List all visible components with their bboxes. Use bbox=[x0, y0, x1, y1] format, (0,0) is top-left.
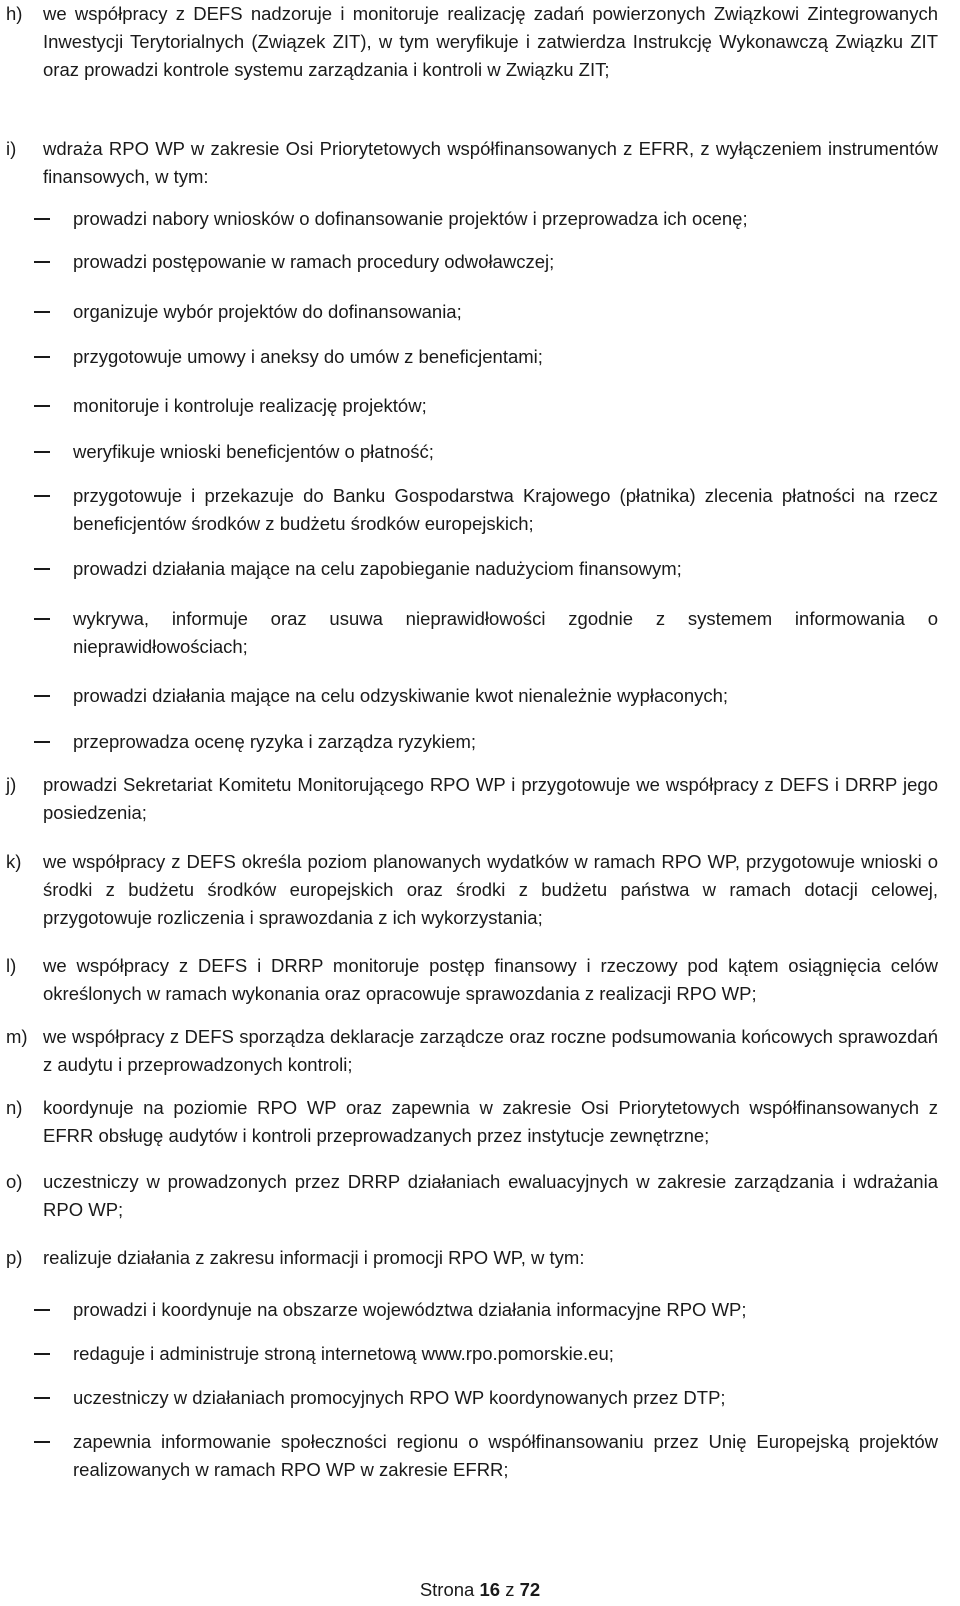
list-item-marker: l) bbox=[6, 955, 17, 976]
sub-list-item-text: weryfikuje wnioski beneficjentów o płatność; bbox=[73, 441, 434, 462]
list-item-marker: p) bbox=[6, 1247, 23, 1268]
list-item-marker: i) bbox=[6, 138, 17, 159]
sub-list-item-text: przygotowuje i przekazuje do Banku Gospodarstwa Krajowego (płatnika) zlecenia płatności na rzecz beneficjentów środków z budżetu środków europejskich; bbox=[73, 485, 938, 534]
dash-bullet-icon bbox=[34, 356, 50, 358]
dash-bullet-icon bbox=[34, 451, 50, 453]
dash-bullet-icon bbox=[34, 1397, 50, 1399]
dash-bullet-icon bbox=[34, 218, 50, 220]
sub-list-item-text: uczestniczy w działaniach promocyjnych RPO WP koordynowanych przez DTP; bbox=[73, 1387, 726, 1408]
list-item-marker: o) bbox=[6, 1171, 23, 1192]
sub-list-item-text: prowadzi postępowanie w ramach procedury odwoławczej; bbox=[73, 251, 555, 272]
dash-bullet-icon bbox=[34, 405, 50, 407]
sub-list-item-text: prowadzi i koordynuje na obszarze województwa działania informacyjne RPO WP; bbox=[73, 1299, 747, 1320]
dash-bullet-icon bbox=[34, 495, 50, 497]
dash-bullet-icon bbox=[34, 568, 50, 570]
list-item-text: we współpracy z DEFS określa poziom planowanych wydatków w ramach RPO WP, przygotowuje wnioski o środki z budżetu środków europejskich oraz środki z budżetu państwa w ramach dotacji celowej, przygotowuje rozliczenia i sprawozdania z ich wykorzystania; bbox=[43, 851, 938, 928]
list-item-text: we współpracy z DEFS i DRRP monitoruje postęp finansowy i rzeczowy pod kątem osiągnięcia celów określonych w ramach wykonania oraz opracowuje sprawozdania z realizacji RPO WP; bbox=[43, 955, 938, 1004]
sub-list-item-text: monitoruje i kontroluje realizację projektów; bbox=[73, 395, 427, 416]
list-item-text: wdraża RPO WP w zakresie Osi Priorytetowych współfinansowanych z EFRR, z wyłączeniem instrumentów finansowych, w tym: bbox=[43, 138, 938, 187]
dash-bullet-icon bbox=[34, 1353, 50, 1355]
footer-separator: z bbox=[505, 1579, 515, 1600]
sub-list-item-text: przeprowadza ocenę ryzyka i zarządza ryzykiem; bbox=[73, 731, 477, 752]
sub-list-item-text: zapewnia informowanie społeczności regionu o współfinansowaniu przez Unię Europejską projektów realizowanych w ramach RPO WP w zakresie EFRR; bbox=[73, 1431, 938, 1480]
sub-list-item-text: prowadzi działania mające na celu odzyskiwanie kwot nienależnie wypłaconych; bbox=[73, 685, 729, 706]
list-item-text: uczestniczy w prowadzonych przez DRRP działaniach ewaluacyjnych w zakresie zarządzania i wdrażania RPO WP; bbox=[43, 1171, 938, 1220]
dash-bullet-icon bbox=[34, 311, 50, 313]
list-item-text: realizuje działania z zakresu informacji i promocji RPO WP, w tym: bbox=[43, 1247, 585, 1268]
sub-list-item-text: prowadzi nabory wniosków o dofinansowanie projektów i przeprowadza ich ocenę; bbox=[73, 208, 748, 229]
list-item-marker: k) bbox=[6, 851, 22, 872]
list-item-text: prowadzi Sekretariat Komitetu Monitorującego RPO WP i przygotowuje we współpracy z DEFS i DRRP jego posiedzenia; bbox=[43, 774, 938, 823]
list-item-marker: j) bbox=[6, 774, 17, 795]
dash-bullet-icon bbox=[34, 1441, 50, 1443]
list-item-marker: m) bbox=[6, 1026, 28, 1047]
dash-bullet-icon bbox=[34, 695, 50, 697]
dash-bullet-icon bbox=[34, 741, 50, 743]
list-item-text: koordynuje na poziomie RPO WP oraz zapewnia w zakresie Osi Priorytetowych współfinansowanych z EFRR obsługę audytów i kontroli przeprowadzanych przez instytucje zewnętrzne; bbox=[43, 1097, 938, 1146]
page-footer bbox=[0, 1576, 960, 1604]
list-item-text: we współpracy z DEFS sporządza deklaracje zarządcze oraz roczne podsumowania końcowych sprawozdań z audytu i przeprowadzonych kontroli; bbox=[43, 1026, 938, 1075]
total-page-count: 72 bbox=[519, 1579, 541, 1600]
list-item-marker: n) bbox=[6, 1097, 23, 1118]
sub-list-item-text: przygotowuje umowy i aneksy do umów z beneficjentami; bbox=[73, 346, 543, 367]
sub-list-item-text: wykrywa, informuje oraz usuwa nieprawidłowości zgodnie z systemem informowania o nieprawidłowościach; bbox=[73, 608, 938, 657]
sub-list-item-text: redaguje i administruje stroną internetową www.rpo.pomorskie.eu; bbox=[73, 1343, 614, 1364]
list-item-text: we współpracy z DEFS nadzoruje i monitoruje realizację zadań powierzonych Związkowi Zintegrowanych Inwestycji Terytorialnych (Związek ZIT), w tym weryfikuje i zatwierdza Instrukcję Wykonawczą Związku ZIT oraz prowadzi kontrole systemu zarządzania i kontroli w Związku ZIT; bbox=[43, 3, 938, 80]
footer-prefix: Strona bbox=[419, 1579, 475, 1600]
sub-list-item-text: organizuje wybór projektów do dofinansowania; bbox=[73, 301, 462, 322]
dash-bullet-icon bbox=[34, 261, 50, 263]
dash-bullet-icon bbox=[34, 1309, 50, 1311]
current-page-number: 16 bbox=[479, 1579, 501, 1600]
sub-list-item-text: prowadzi działania mające na celu zapobieganie nadużyciom finansowym; bbox=[73, 558, 682, 579]
dash-bullet-icon bbox=[34, 618, 50, 620]
list-item-marker: h) bbox=[6, 3, 23, 24]
